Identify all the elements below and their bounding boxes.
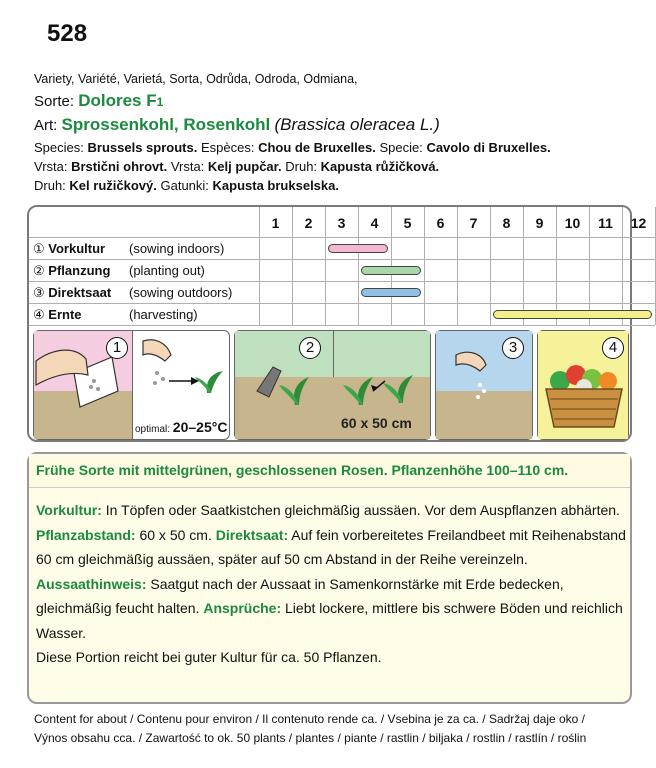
row-translation: (sowing outdoors): [129, 285, 233, 300]
species-value: Brussels sprouts.: [87, 140, 198, 155]
row-name: Ernte: [48, 307, 82, 322]
variety-headline: Frühe Sorte mit mittelgrünen, geschlossenen Rosen. Pflanzenhöhe 100–110 cm.: [29, 454, 630, 488]
sorte-subscript: 1: [156, 95, 164, 109]
art-value: Sprossenkohl, Rosenkohl: [61, 115, 271, 134]
species-label: Species:: [34, 140, 84, 155]
species-value: Kapusta brukselska.: [212, 178, 339, 193]
species-value: Kelj pupčar.: [207, 159, 282, 174]
period-bar: [361, 288, 421, 297]
pre-culture-key: Vorkultur:: [36, 502, 102, 518]
sowing-hint-text: Saatgut nach der Aussaat in Samenkornstärke mit Erde bedecken, gleichmäßig feucht halten.: [36, 575, 564, 616]
content-footer-line-1: Content for about / Contenu pour environ / Il contenuto rende ca. / Vsebina je za ca. / Sadržaj daje oko /: [34, 712, 586, 726]
content-footer-line-2: Výnos obsahu cca. / Zawartość to ok. 50 plants / plantes / piante / rastlin / biljaka / rostlin / rastlín / roślin: [34, 731, 587, 745]
variety-line: Variety, Variété, Varietá, Sorta, Odrůda, Odroda, Odmiana,: [34, 72, 358, 86]
month-number: 10: [564, 215, 581, 231]
species-translations-1: [34, 140, 551, 155]
month-number: 5: [403, 215, 412, 231]
row-number: ④: [33, 307, 45, 322]
plant-spacing-text: 60 x 50 cm.: [135, 526, 216, 543]
month-number: 3: [337, 215, 346, 231]
period-bar: [328, 244, 388, 253]
grid-line: [29, 237, 655, 238]
month-number: 2: [304, 215, 313, 231]
description-panel: [27, 452, 632, 704]
pre-culture-text: In Töpfen oder Saatkistchen gleichmäßig aussäen. Vor dem Auspflanzen abhärten.: [101, 502, 620, 518]
species-translations-2: [34, 159, 439, 174]
step-number-2: 2: [299, 337, 321, 359]
direct-sowing-key: Direktsaat:: [215, 526, 289, 543]
calendar-row-label: [33, 263, 205, 279]
row-number: ③: [33, 285, 45, 300]
species-value: Brstični ohrovt.: [71, 159, 168, 174]
plant-spacing-key: Pflanzabstand:: [36, 526, 136, 543]
tile-sowing-indoors: [33, 330, 230, 440]
month-number: 12: [630, 215, 647, 231]
temperature-prefix: optimal:: [135, 424, 171, 435]
row-name: Direktsaat: [48, 285, 112, 300]
grid-line: [29, 281, 655, 282]
month-number: 4: [370, 215, 379, 231]
species-label: Druh:: [34, 178, 66, 193]
tile-planting-out: [234, 330, 431, 440]
step-number-1: 1: [106, 337, 128, 359]
temperature-value: 20–25°C: [172, 419, 228, 435]
month-number: 6: [436, 215, 445, 231]
species-line: [34, 115, 440, 135]
step-number-3: 3: [502, 337, 524, 359]
month-number: 8: [502, 215, 511, 231]
month-number: 11: [598, 215, 613, 231]
row-number: ②: [33, 263, 45, 278]
month-number: 9: [535, 215, 544, 231]
tile-sowing-outdoors: [435, 330, 533, 440]
direct-sowing-text: Auf fein vorbereitetes Freilandbeet mit Reihenabstand 60 cm gleichmäßig aussäen, später auf 50 cm Abstand in der Reihe vereinzeln.: [36, 526, 626, 567]
row-translation: (sowing indoors): [129, 241, 225, 256]
row-number: ①: [33, 241, 45, 256]
requirements-key: Ansprüche:: [203, 600, 282, 616]
row-translation: (harvesting): [129, 307, 198, 322]
calendar-row-label: [33, 307, 198, 323]
seed-germination-icon: [133, 331, 230, 411]
calendar-row-label: [33, 241, 225, 257]
tile-harvesting: [537, 330, 629, 440]
species-translations-3: [34, 178, 339, 193]
row-name: Pflanzung: [48, 263, 111, 278]
product-code: 528: [47, 20, 88, 47]
species-value: Kapusta růžičková.: [320, 159, 440, 174]
variety-name-line: [34, 91, 163, 111]
species-label: Druh:: [285, 159, 318, 174]
species-value: Cavolo di Bruxelles.: [426, 140, 551, 155]
art-label: Art:: [34, 117, 58, 134]
requirements-text: Liebt lockere, mittlere bis schwere Böden und reichlich Wasser.: [36, 600, 623, 641]
period-bar: [493, 310, 652, 319]
grid-line: [29, 325, 655, 326]
species-label: Specie:: [379, 140, 423, 155]
species-label: Espèces:: [200, 140, 255, 155]
temperature-label: [135, 419, 227, 435]
plant-spacing-label: 60 x 50 cm: [341, 415, 412, 431]
grid-line: [29, 259, 655, 260]
row-translation: (planting out): [129, 263, 205, 278]
species-label: Vrsta:: [170, 159, 205, 174]
grid-line: [29, 303, 655, 304]
step-number-4: 4: [602, 337, 624, 359]
species-label: Vrsta:: [34, 159, 68, 174]
art-latin: (Brassica oleracea L.): [274, 115, 440, 134]
month-number: 7: [469, 215, 478, 231]
sorte-label: Sorte:: [34, 93, 75, 110]
row-name: Vorkultur: [48, 241, 106, 256]
month-number: 1: [271, 215, 280, 231]
cultivation-instructions: [36, 498, 626, 670]
sowing-calendar: [27, 205, 647, 442]
portion-note: Diese Portion reicht bei guter Kultur für ca. 50 Pflanzen.: [36, 649, 382, 665]
species-value: Chou de Bruxelles.: [258, 140, 376, 155]
sowing-hint-key: Aussaathinweis:: [36, 575, 147, 592]
period-bar: [361, 266, 421, 275]
species-value: Kel ružičkový.: [69, 178, 157, 193]
species-label: Gatunki:: [160, 178, 209, 193]
calendar-row-label: [33, 285, 233, 301]
sorte-value: Dolores F: [78, 91, 157, 110]
